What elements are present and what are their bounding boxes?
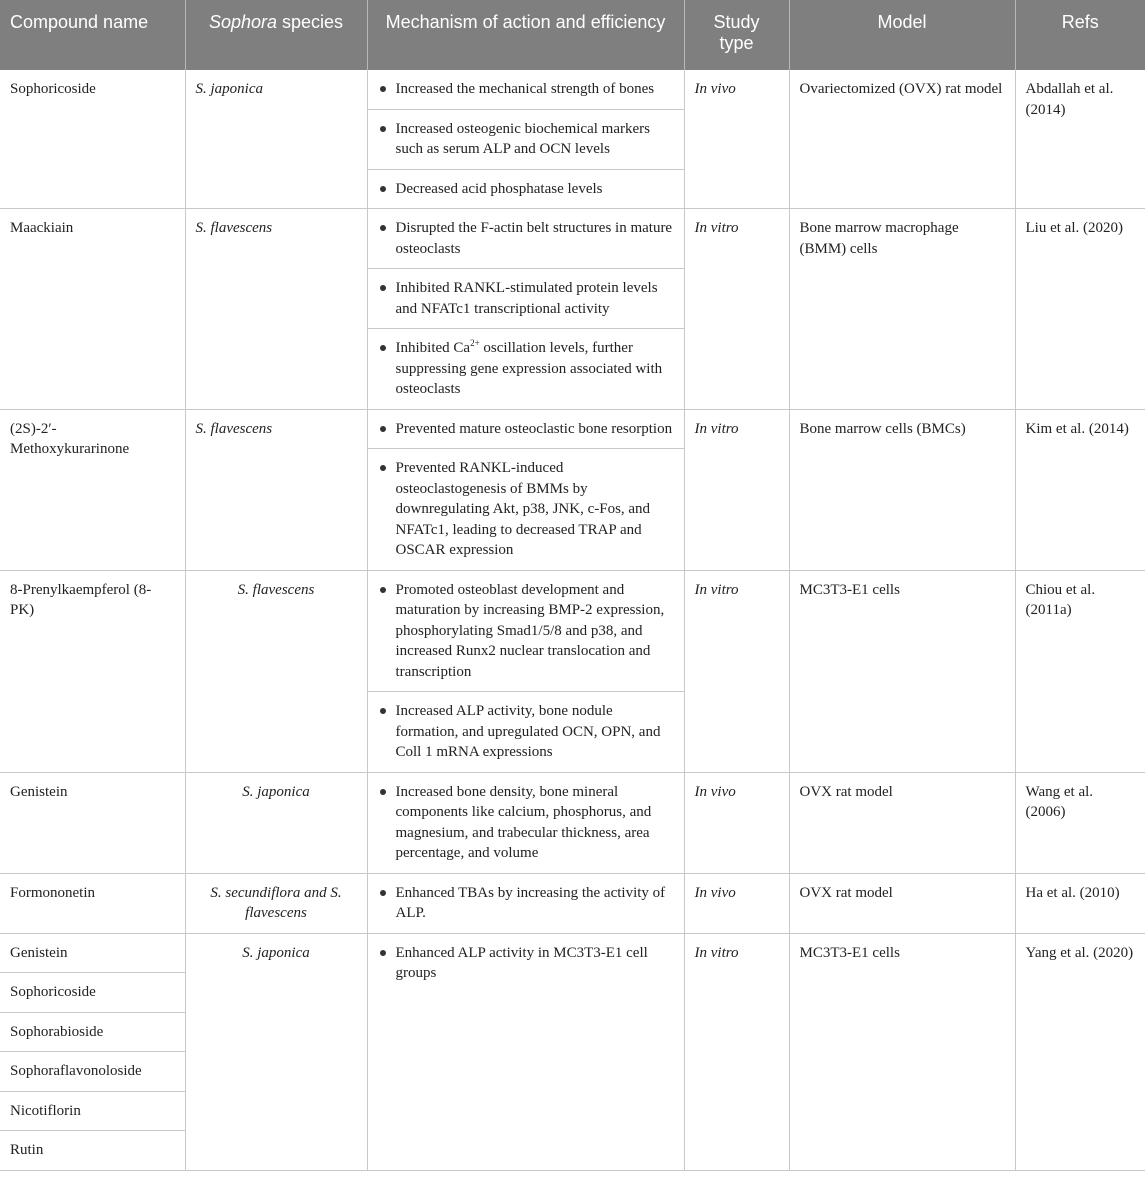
mechanism-item: Prevented mature osteoclastic bone resorption bbox=[368, 410, 684, 450]
table-row bbox=[0, 933, 1145, 1170]
mechanism-item: Decreased acid phosphatase levels bbox=[368, 170, 684, 209]
ref-cell: Chiou et al. (2011a) bbox=[1015, 570, 1145, 772]
species-cell: S. secundiflora and S. flavescens bbox=[185, 873, 367, 933]
ref-cell: Wang et al. (2006) bbox=[1015, 772, 1145, 873]
table-row bbox=[0, 70, 1145, 209]
table-row bbox=[0, 873, 1145, 933]
bullet-icon bbox=[380, 465, 386, 471]
mechanism-cell bbox=[367, 209, 684, 410]
table-row bbox=[0, 570, 1145, 772]
ref-cell: Kim et al. (2014) bbox=[1015, 409, 1145, 570]
bullet-icon bbox=[380, 950, 386, 956]
bullet-icon bbox=[380, 225, 386, 231]
header-refs: Refs bbox=[1015, 0, 1145, 70]
study-type-cell: In vitro bbox=[684, 570, 789, 772]
ref-cell: Liu et al. (2020) bbox=[1015, 209, 1145, 410]
mechanism-item: Increased bone density, bone mineral components like calcium, phosphorus, and magnesium, and trabecular thickness, area percentage, and volume bbox=[368, 773, 684, 873]
mechanism-cell bbox=[367, 70, 684, 209]
table-row bbox=[0, 409, 1145, 570]
species-cell: S. flavescens bbox=[185, 409, 367, 570]
bullet-icon bbox=[380, 126, 386, 132]
model-cell: Ovariectomized (OVX) rat model bbox=[789, 70, 1015, 209]
bullet-icon bbox=[380, 890, 386, 896]
compound-cell: Genistein bbox=[0, 772, 185, 873]
species-cell: S. japonica bbox=[185, 933, 367, 1170]
model-cell: MC3T3-E1 cells bbox=[789, 570, 1015, 772]
bullet-icon bbox=[380, 86, 386, 92]
ref-cell: Abdallah et al. (2014) bbox=[1015, 70, 1145, 209]
header-study-type: Study type bbox=[684, 0, 789, 70]
header-species-suffix: species bbox=[277, 12, 344, 32]
ref-cell: Ha et al. (2010) bbox=[1015, 873, 1145, 933]
study-type-cell: In vivo bbox=[684, 70, 789, 209]
mechanism-item: Promoted osteoblast development and maturation by increasing BMP-2 expression, phosphorylating Smad1/5/8 and p38, and increased Runx2 nuclear translocation and transcription bbox=[368, 571, 684, 693]
compound-cell: 8-Prenylkaempferol (8-PK) bbox=[0, 570, 185, 772]
compound-item: Sophorabioside bbox=[0, 1013, 185, 1053]
bullet-icon bbox=[380, 345, 386, 351]
mechanism-item: Disrupted the F-actin belt structures in mature osteoclasts bbox=[368, 209, 684, 269]
bullet-icon bbox=[380, 587, 386, 593]
study-type-cell: In vitro bbox=[684, 933, 789, 1170]
table-row bbox=[0, 772, 1145, 873]
compound-item: Genistein bbox=[0, 934, 185, 974]
header-compound: Compound name bbox=[0, 0, 185, 70]
study-type-cell: In vitro bbox=[684, 409, 789, 570]
model-cell: OVX rat model bbox=[789, 772, 1015, 873]
compound-item: Rutin bbox=[10, 1142, 44, 1158]
mechanism-item: Increased ALP activity, bone nodule formation, and upregulated OCN, OPN, and Coll 1 mRNA expressions bbox=[368, 692, 684, 772]
header-row bbox=[0, 0, 1145, 70]
mechanism-item: Prevented RANKL-induced osteoclastogenesis of BMMs by downregulating Akt, p38, JNK, c-Fos, and NFATc1, leading to decreased TRAP and OSCAR expression bbox=[368, 449, 684, 570]
superscript: 2+ bbox=[470, 338, 480, 348]
mechanism-item: Enhanced ALP activity in MC3T3-E1 cell groups bbox=[368, 934, 684, 993]
compound-list-cell bbox=[0, 933, 185, 1170]
header-model: Model bbox=[789, 0, 1015, 70]
mechanism-item: Enhanced TBAs by increasing the activity of ALP. bbox=[368, 874, 684, 933]
model-cell: Bone marrow cells (BMCs) bbox=[789, 409, 1015, 570]
compound-item: Nicotiflorin bbox=[0, 1092, 185, 1132]
compound-cell: Maackiain bbox=[0, 209, 185, 410]
compound-item: Sophoraflavonoloside bbox=[0, 1052, 185, 1092]
species-cell: S. flavescens bbox=[185, 209, 367, 410]
bullet-icon bbox=[380, 789, 386, 795]
mechanism-item: Increased osteogenic biochemical markers such as serum ALP and OCN levels bbox=[368, 110, 684, 170]
mechanism-item: Increased the mechanical strength of bones bbox=[368, 70, 684, 110]
bullet-icon bbox=[380, 708, 386, 714]
mechanism-cell bbox=[367, 933, 684, 1170]
mechanism-cell bbox=[367, 570, 684, 772]
mechanism-cell bbox=[367, 873, 684, 933]
compound-item: Sophoricoside bbox=[0, 973, 185, 1013]
model-cell: Bone marrow macrophage (BMM) cells bbox=[789, 209, 1015, 410]
species-cell: S. japonica bbox=[185, 70, 367, 209]
mechanism-cell bbox=[367, 409, 684, 570]
mechanism-cell bbox=[367, 772, 684, 873]
compound-cell: (2S)-2′-Methoxykurarinone bbox=[0, 409, 185, 570]
bullet-icon bbox=[380, 285, 386, 291]
mechanism-item: Inhibited RANKL-stimulated protein levels and NFATc1 transcriptional activity bbox=[368, 269, 684, 329]
bullet-icon bbox=[380, 186, 386, 192]
table-row bbox=[0, 209, 1145, 410]
header-mechanism: Mechanism of action and efficiency bbox=[367, 0, 684, 70]
compound-cell: Formononetin bbox=[0, 873, 185, 933]
mechanism-item: Inhibited $Ca^{2+}$ oscillation levels, further suppressing gene expression associated with osteoclasts bbox=[368, 329, 684, 409]
header-species-genus: Sophora bbox=[208, 12, 277, 32]
ref-cell: Yang et al. (2020) bbox=[1015, 933, 1145, 1170]
study-type-cell: In vitro bbox=[684, 209, 789, 410]
study-type-cell: In vivo bbox=[684, 772, 789, 873]
model-cell: OVX rat model bbox=[789, 873, 1015, 933]
model-cell: MC3T3-E1 cells bbox=[789, 933, 1015, 1170]
header-species bbox=[185, 0, 367, 70]
species-cell: S. flavescens bbox=[185, 570, 367, 772]
study-type-cell: In vivo bbox=[684, 873, 789, 933]
bullet-icon bbox=[380, 426, 386, 432]
species-cell: S. japonica bbox=[185, 772, 367, 873]
compound-cell: Sophoricoside bbox=[0, 70, 185, 209]
